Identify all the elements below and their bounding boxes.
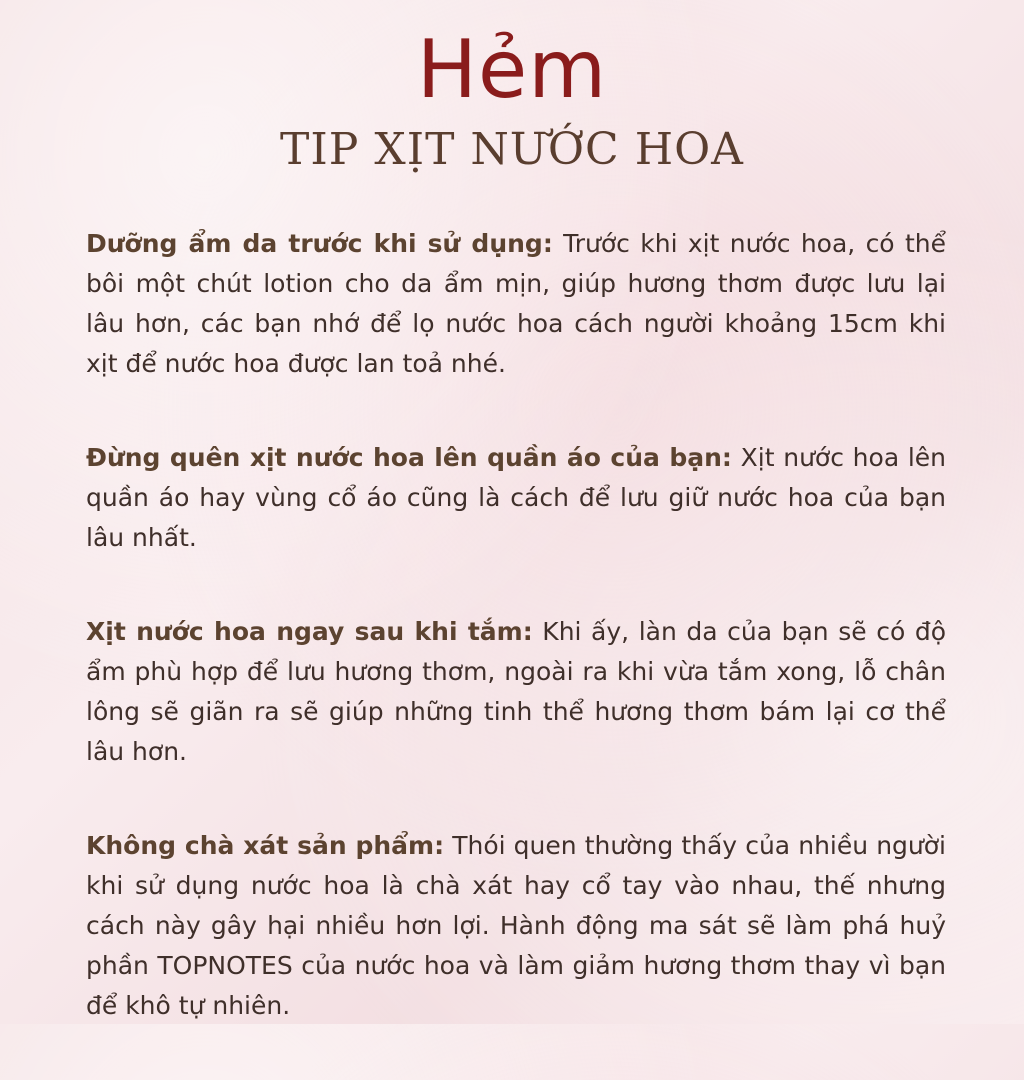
tip-heading: Đừng quên xịt nước hoa lên quần áo của bạn:: [86, 443, 732, 472]
tip-body: Xịt nước hoa lên quần áo hay vùng cổ áo cũng là cách để lưu giữ nước hoa của bạn lâu nhất.: [86, 443, 947, 552]
page-title: TIP XỊT NƯỚC HOA: [280, 124, 744, 175]
tip-heading: Xịt nước hoa ngay sau khi tắm:: [86, 617, 533, 646]
tip-clothes: [86, 438, 946, 558]
tip-body: Khi ấy, làn da của bạn sẽ có độ ẩm phù hợp để lưu hương thơm, ngoài ra khi vừa tắm xong, lỗ chân lông sẽ giãn ra sẽ giúp những tinh thể hương thơm bám lại cơ thể lâu hơn.: [86, 617, 946, 766]
tips-list: [86, 224, 946, 1080]
tip-no-rubbing: [86, 826, 946, 1026]
tip-heading: Không chà xát sản phẩm:: [86, 831, 445, 860]
tip-after-shower: [86, 612, 946, 772]
tip-body: Thói quen thường thấy của nhiều người khi sử dụng nước hoa là chà xát hay cổ tay vào nhau, thế nhưng cách này gây hại nhiều hơn lợi. Hành động ma sát sẽ làm phá huỷ phần TOPNOTES của nước hoa và làm giảm hương thơm thay vì bạn để khô tự nhiên.: [86, 831, 947, 1020]
tip-body: Trước khi xịt nước hoa, có thể bôi một chút lotion cho da ẩm mịn, giúp hương thơm được lưu lại lâu hơn, các bạn nhớ để lọ nước hoa cách người khoảng 15cm khi xịt để nước hoa được lan toả nhé.: [86, 229, 946, 378]
tip-moisturize: [86, 224, 946, 384]
brand-logo: Hẻm: [416, 23, 608, 116]
tip-heading: Dưỡng ẩm da trước khi sử dụng:: [86, 229, 553, 258]
